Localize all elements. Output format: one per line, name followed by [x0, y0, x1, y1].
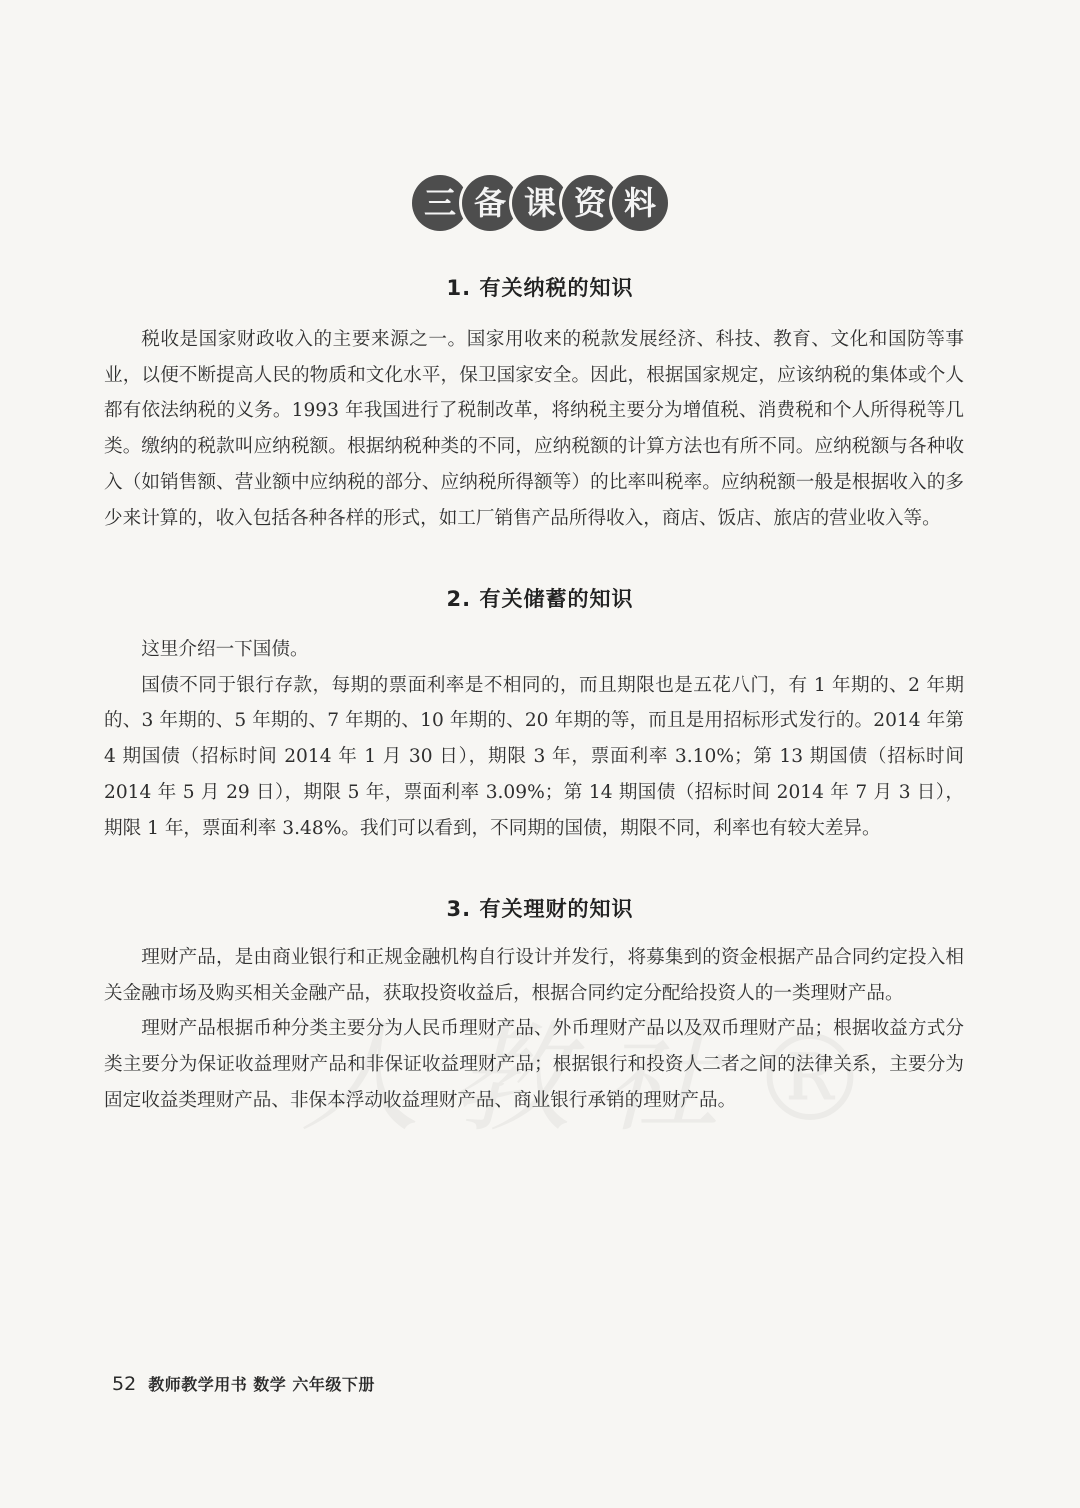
- chapter-banner: [0, 175, 1080, 231]
- paragraph: 理财产品根据币种分类主要分为人民币理财产品、外币理财产品以及双币理财产品；根据收益方式分类主要分为保证收益理财产品和非保证收益理财产品；根据银行和投资人二者之间的法律关系，主要分为固定收益类理财产品、非保本浮动收益理财产品、商业银行承销的理财产品。: [104, 1018, 964, 1111]
- paragraph: 理财产品，是由商业银行和正规金融机构自行设计并发行，将募集到的资金根据产品合同约定投入相关金融市场及购买相关金融产品，获取投资收益后，根据合同约定分配给投资人的一类理财产品。: [104, 947, 964, 1004]
- paragraph: 税收是国家财政收入的主要来源之一。国家用收来的税款发展经济、科技、教育、文化和国防等事业，以便不断提高人民的物质和文化水平，保卫国家安全。因此，根据国家规定，应该纳税的集体或个人都有依法纳税的义务。1993 年我国进行了税制改革，将纳税主要分为增值税、消费税和个人所得税等几类。缴纳的税款叫应纳税额。根据纳税种类的不同，应纳税额的计算方法也有所不同。应纳税额与各种收入（如销售额、营业额中应纳税的部分、应纳税所得额等）的比率叫税率。应纳税额一般是根据收入的多少来计算的，收入包括各种各样的形式，如工厂销售产品所得收入，商店、饭店、旅店的营业收入等。: [104, 329, 964, 529]
- banner-char: 课: [512, 175, 568, 231]
- paragraph: 国债不同于银行存款，每期的票面利率是不相同的，而且期限也是五花八门，有 1 年期的、2 年期的、3 年期的、5 年期的、7 年期的、10 年期的、20 年期的等，而且是用招标形式发行的。2014 年第 4 期国债（招标时间 2014 年 1 月 30 日），期限 3 年，票面利率 3.10%；第 13 期国债（招标时间 2014 年 5 月 29 日），期限 5 年，票面利率 3.09%；第 14 期国债（招标时间 2014 年 7 月 3 日），期限 1 年，票面利率 3.48%。我们可以看到，不同期的国债，期限不同，利率也有较大差异。: [104, 674, 964, 839]
- banner-char: 料: [612, 175, 668, 231]
- section-heading-tax: 1. 有关纳税的知识: [446, 276, 634, 300]
- banner-char: 资: [562, 175, 618, 231]
- page-footer: [112, 1372, 375, 1395]
- banner-char: 备: [462, 175, 518, 231]
- section-body-finance: [104, 940, 964, 1119]
- paragraph: 这里介绍一下国债。: [141, 639, 309, 660]
- section-body-tax: [104, 322, 964, 536]
- section-heading-finance: 3. 有关理财的知识: [446, 897, 634, 921]
- banner-char: 三: [412, 175, 468, 231]
- section-heading-savings: 2. 有关储蓄的知识: [446, 587, 634, 611]
- chapter-title: [415, 175, 665, 231]
- book-title: 教师教学用书 数学 六年级下册: [148, 1375, 375, 1394]
- page-number: 52: [112, 1373, 137, 1395]
- section-body-savings: [104, 632, 964, 846]
